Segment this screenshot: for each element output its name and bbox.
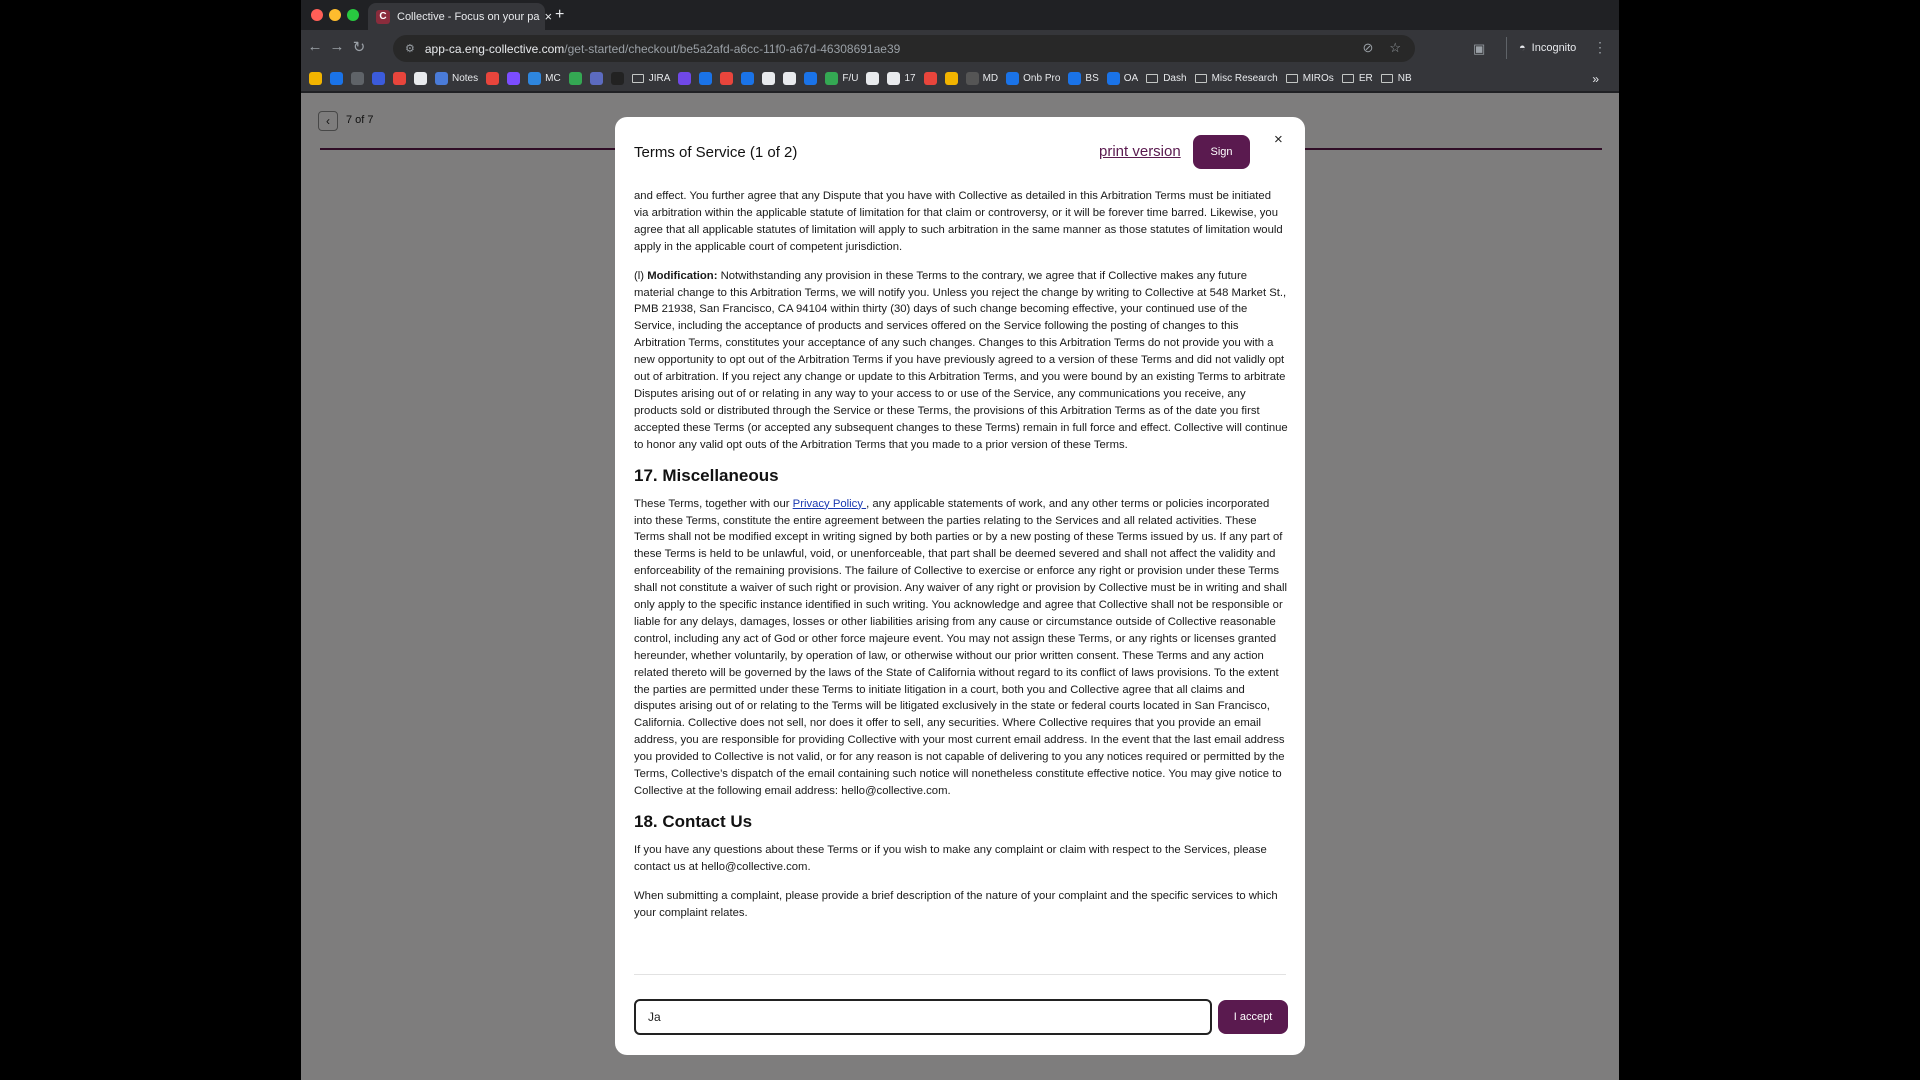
bookmark-item[interactable] bbox=[590, 72, 603, 85]
bookmark-item[interactable] bbox=[528, 72, 561, 85]
bookmark-item[interactable] bbox=[966, 72, 999, 85]
clause-text: Notwithstanding any provision in these Terms to the contrary, we agree that if Collective makes any future material change to this Arbitration Terms, we will notify you. Unless you reject the change by writing to Collective at 548 Market St., PMB 21938, San Francisco, CA 94104 within thirty (30) days of such change becoming effective, your continued use of the Service, including the acceptance of products and services offered on the Service following the posting of changes to this Arbitration Terms, constitutes your acceptance of any such changes. Changes to this Arbitration Terms do not provide you with a new opportunity to opt out of the Arbitration Terms if you have previously agreed to a version of these Terms and did not validly opt out of arbitration. If you reject any change or update to this Arbitration Terms, and you were bound by an existing Terms to arbitrate Disputes arising out of or relating in any way to your access to or use of the Service, any communications you receive, any products sold or distributed through the Service or these Terms, the provisions of this Arbitration Terms as of the date you first accepted these Terms (or accepted any subsequent changes to these Terms) remain in full force and effect. Collective will continue to honor any valid opt outs of the Arbitration Terms that you made to a prior version of these Terms. bbox=[634, 269, 1288, 451]
bookmark-favicon-icon bbox=[372, 72, 385, 85]
bookmark-favicon-icon bbox=[507, 72, 520, 85]
page-content bbox=[301, 93, 1619, 1080]
window-maximize-button[interactable] bbox=[347, 9, 359, 21]
folder-icon bbox=[1381, 74, 1393, 83]
bookmark-item[interactable] bbox=[741, 72, 754, 85]
privacy-policy-link[interactable]: Privacy Policy bbox=[792, 497, 867, 510]
folder-icon bbox=[1342, 74, 1354, 83]
bookmark-favicon-icon bbox=[1107, 72, 1120, 85]
footer-divider bbox=[634, 974, 1286, 975]
bookmark-favicon-icon bbox=[414, 72, 427, 85]
misc-text-after: , any applicable statements of work, and any other terms or policies incorporated into these Terms, constitute the entire agreement between the parties relating to the Services and all related activities. These Terms shall not be modified except in writing signed by both parties or by a new posting of these Terms issued by us. If any part of these Terms is held to be unlawful, void, or unenforceable, that part shall be deemed severed and shall not affect the validity and enforceability of the remaining provisions. The failure of Collective to exercise or enforce any right or provision under these Terms shall not constitute a waiver of such right or provision. Any waiver of any right or provision by Collective must be in writing and shall only apply to the specific instance identified in such writing. You acknowledge and agree that Collective shall not be responsible or liable for any delays, damages, losses or other liabilities arising from any cause or circumstance outside of Collective reasonable control, including any act of God or other force majeure event. You may not assign these Terms, or any rights or licenses granted hereunder, whether voluntarily, by operation of law, or otherwise without our prior written consent. These Terms and any action related thereto will be governed by the laws of the State of California without regard to its conflict of laws provisions. To the extent the parties are permitted under these Terms to initiate litigation in a court, both you and Collective agree that all claims and disputes arising out of or relating to the Terms will be litigated exclusively in the state or federal courts located in San Francisco, California. Collective does not sell, nor does it offer to sell, any securities. Where Collective requires that you provide an email address, you are responsible for providing Collective with your most current email address. In the event that the last email address you provided to Collective is not valid, or for any reason is not capable of delivering to you any notices required or permitted by the Terms, Collective’s dispatch of the email containing such notice will nonetheless constitute effective notice. You may give notice to Collective at the following email address: hello@collective.com. bbox=[634, 497, 1288, 797]
bookmark-item[interactable] bbox=[924, 72, 937, 85]
bookmark-item[interactable] bbox=[804, 72, 817, 85]
bookmark-item[interactable] bbox=[1107, 72, 1138, 85]
bookmark-favicon-icon bbox=[435, 72, 448, 85]
bookmark-item[interactable] bbox=[1286, 73, 1334, 84]
bookmark-favicon-icon bbox=[1006, 72, 1019, 85]
incognito-label: Incognito bbox=[1531, 42, 1577, 54]
bookmark-favicon-icon bbox=[720, 72, 733, 85]
bookmark-label: Dash bbox=[1163, 73, 1187, 84]
bookmark-favicon-icon bbox=[945, 72, 958, 85]
misc-text-before: These Terms, together with our bbox=[634, 497, 793, 510]
bookmark-item[interactable] bbox=[611, 72, 624, 85]
terms-paragraph-complaint: When submitting a complaint, please provide a brief description of the nature of your complaint and the specific services to which your complaint relates. bbox=[634, 889, 1278, 919]
bookmark-label: Misc Research bbox=[1211, 73, 1278, 84]
window-close-button[interactable] bbox=[311, 9, 323, 21]
bookmark-item[interactable] bbox=[945, 72, 958, 85]
window-minimize-button[interactable] bbox=[329, 9, 341, 21]
bookmark-item[interactable] bbox=[569, 72, 582, 85]
accept-button[interactable]: I accept bbox=[1218, 1000, 1288, 1034]
terms-paragraph-contact: If you have any questions about these Terms or if you wish to make any complaint or claim with respect to the Services, please contact us at hello@collective.com. bbox=[634, 843, 1267, 873]
bookmark-item[interactable] bbox=[783, 72, 796, 85]
bookmark-item[interactable] bbox=[1068, 72, 1098, 85]
bookmark-favicon-icon bbox=[783, 72, 796, 85]
bookmark-favicon-icon bbox=[1068, 72, 1081, 85]
bookmark-favicon-icon bbox=[804, 72, 817, 85]
bookmark-label: BS bbox=[1085, 73, 1099, 84]
browser-toolbar bbox=[301, 30, 1619, 66]
chevron-left-icon[interactable]: ‹ bbox=[318, 111, 338, 131]
bookmark-favicon-icon bbox=[866, 72, 879, 85]
bookmark-favicon-icon bbox=[590, 72, 603, 85]
bookmark-favicon-icon bbox=[611, 72, 624, 85]
address-bar[interactable] bbox=[393, 35, 1415, 62]
bookmark-favicon-icon bbox=[825, 72, 838, 85]
bookmark-label: ER bbox=[1358, 73, 1373, 84]
reload-icon[interactable]: ↻ bbox=[352, 39, 366, 56]
incognito-indicator[interactable] bbox=[1506, 37, 1576, 59]
bookmark-favicon-icon bbox=[486, 72, 499, 85]
bookmark-item[interactable] bbox=[825, 72, 858, 85]
signature-input[interactable] bbox=[634, 999, 1212, 1035]
bookmark-item[interactable] bbox=[1146, 73, 1186, 84]
tab-strip bbox=[301, 0, 1619, 30]
bookmark-label: JIRA bbox=[648, 73, 671, 84]
bookmark-item[interactable] bbox=[330, 72, 343, 85]
url-host: app-ca.eng-collective.com bbox=[424, 41, 565, 56]
step-counter: 7 of 7 bbox=[346, 114, 374, 126]
bookmark-item[interactable] bbox=[1195, 73, 1278, 84]
bookmark-label: Notes bbox=[452, 73, 479, 84]
eye-off-icon[interactable]: ⊘ bbox=[1362, 40, 1374, 55]
folder-icon bbox=[1146, 74, 1158, 83]
bookmark-item[interactable] bbox=[507, 72, 520, 85]
bookmark-favicon-icon bbox=[678, 72, 691, 85]
bookmark-item[interactable] bbox=[678, 72, 691, 85]
bookmark-label: MIROs bbox=[1302, 73, 1334, 84]
kebab-menu-icon[interactable]: ⋮ bbox=[1593, 39, 1607, 55]
terms-modal bbox=[615, 117, 1305, 1055]
bookmark-label: NB bbox=[1397, 73, 1412, 84]
bookmark-item[interactable] bbox=[351, 72, 364, 85]
bookmark-label: 17 bbox=[904, 73, 916, 84]
bookmark-favicon-icon bbox=[569, 72, 582, 85]
bookmark-item[interactable] bbox=[372, 72, 385, 85]
bookmark-item[interactable] bbox=[393, 72, 406, 85]
bookmark-favicon-icon bbox=[528, 72, 541, 85]
bookmark-label: MD bbox=[982, 73, 999, 84]
modal-title: Terms of Service (1 of 2) bbox=[634, 144, 798, 161]
star-icon[interactable]: ☆ bbox=[1389, 40, 1401, 55]
clause-prefix: (l) bbox=[634, 269, 648, 282]
back-arrow-icon[interactable]: ← bbox=[307, 38, 323, 55]
terms-paragraph-modification bbox=[634, 268, 1288, 454]
bookmark-label: MC bbox=[545, 73, 561, 84]
bookmark-favicon-icon bbox=[330, 72, 343, 85]
browser-window bbox=[301, 0, 1619, 1080]
url-path: /get-started/checkout/be5a2afd-a6cc-11f0-a67d-46308691ae39 bbox=[564, 41, 901, 56]
tab-title: Collective - Focus on your pa bbox=[397, 10, 540, 23]
terms-paragraph: and effect. You further agree that any Dispute that you have with Collective as detailed in this Arbitration Terms must be initiated via arbitration within the applicable statute of limitation for that claim or controversy, or it will be forever time barred. Likewise, you agree that all applicable statutes of limitation will apply to such arbitration in the same manner as those statutes of limitation would apply in the applicable court of competent jurisdiction. bbox=[634, 190, 1283, 253]
bookmark-favicon-icon bbox=[762, 72, 775, 85]
bookmark-item[interactable] bbox=[309, 72, 322, 85]
bookmark-item[interactable] bbox=[866, 72, 879, 85]
bookmark-item[interactable] bbox=[1342, 73, 1373, 84]
bookmark-favicon-icon bbox=[309, 72, 322, 85]
incognito-icon: ◓ bbox=[1519, 42, 1526, 54]
section-heading-contact: 18. Contact Us bbox=[634, 811, 753, 831]
section-heading-miscellaneous: 17. Miscellaneous bbox=[634, 465, 779, 485]
folder-icon bbox=[632, 74, 644, 83]
close-icon[interactable]: × bbox=[1274, 131, 1283, 148]
bookmark-favicon-icon bbox=[887, 72, 900, 85]
clause-heading: Modification: bbox=[647, 269, 718, 282]
print-version-link[interactable]: print version bbox=[1099, 143, 1181, 160]
bookmark-label: Onb Pro bbox=[1023, 73, 1061, 84]
bookmarks-more-button[interactable]: » bbox=[1592, 71, 1599, 86]
bookmark-item[interactable] bbox=[632, 73, 671, 84]
bookmark-label: OA bbox=[1123, 73, 1139, 84]
sidebar-icon[interactable]: ▣ bbox=[1473, 41, 1486, 56]
bookmark-item[interactable] bbox=[1381, 73, 1412, 84]
bookmark-favicon-icon bbox=[966, 72, 979, 85]
bookmarks-bar bbox=[301, 66, 1619, 92]
tab-close-icon[interactable]: × bbox=[544, 9, 553, 24]
new-tab-button[interactable]: + bbox=[555, 6, 565, 23]
bookmark-item[interactable] bbox=[720, 72, 733, 85]
bookmark-item[interactable] bbox=[699, 72, 712, 85]
bookmark-favicon-icon bbox=[924, 72, 937, 85]
bookmark-favicon-icon bbox=[741, 72, 754, 85]
folder-icon bbox=[1286, 74, 1298, 83]
bookmark-item[interactable] bbox=[486, 72, 499, 85]
forward-arrow-icon[interactable]: → bbox=[329, 38, 345, 55]
modal-header bbox=[615, 117, 1305, 182]
bookmark-item[interactable] bbox=[887, 72, 915, 85]
site-info-icon[interactable]: ⚙ bbox=[405, 43, 415, 55]
bookmark-item[interactable] bbox=[435, 72, 478, 85]
bookmark-label: F/U bbox=[842, 73, 859, 84]
omnibox-actions bbox=[1346, 40, 1401, 56]
bookmark-favicon-icon bbox=[699, 72, 712, 85]
bookmark-item[interactable] bbox=[414, 72, 427, 85]
sign-button[interactable]: Sign bbox=[1193, 135, 1250, 169]
bookmark-item[interactable] bbox=[762, 72, 775, 85]
bookmark-favicon-icon bbox=[351, 72, 364, 85]
terms-scroll-area[interactable] bbox=[634, 188, 1288, 968]
folder-icon bbox=[1195, 74, 1207, 83]
browser-tab[interactable] bbox=[368, 3, 553, 30]
url-text bbox=[425, 42, 900, 56]
terms-paragraph-miscellaneous bbox=[634, 496, 1288, 800]
collective-favicon-icon: C bbox=[376, 10, 390, 24]
bookmark-item[interactable] bbox=[1006, 72, 1060, 85]
bookmark-favicon-icon bbox=[393, 72, 406, 85]
